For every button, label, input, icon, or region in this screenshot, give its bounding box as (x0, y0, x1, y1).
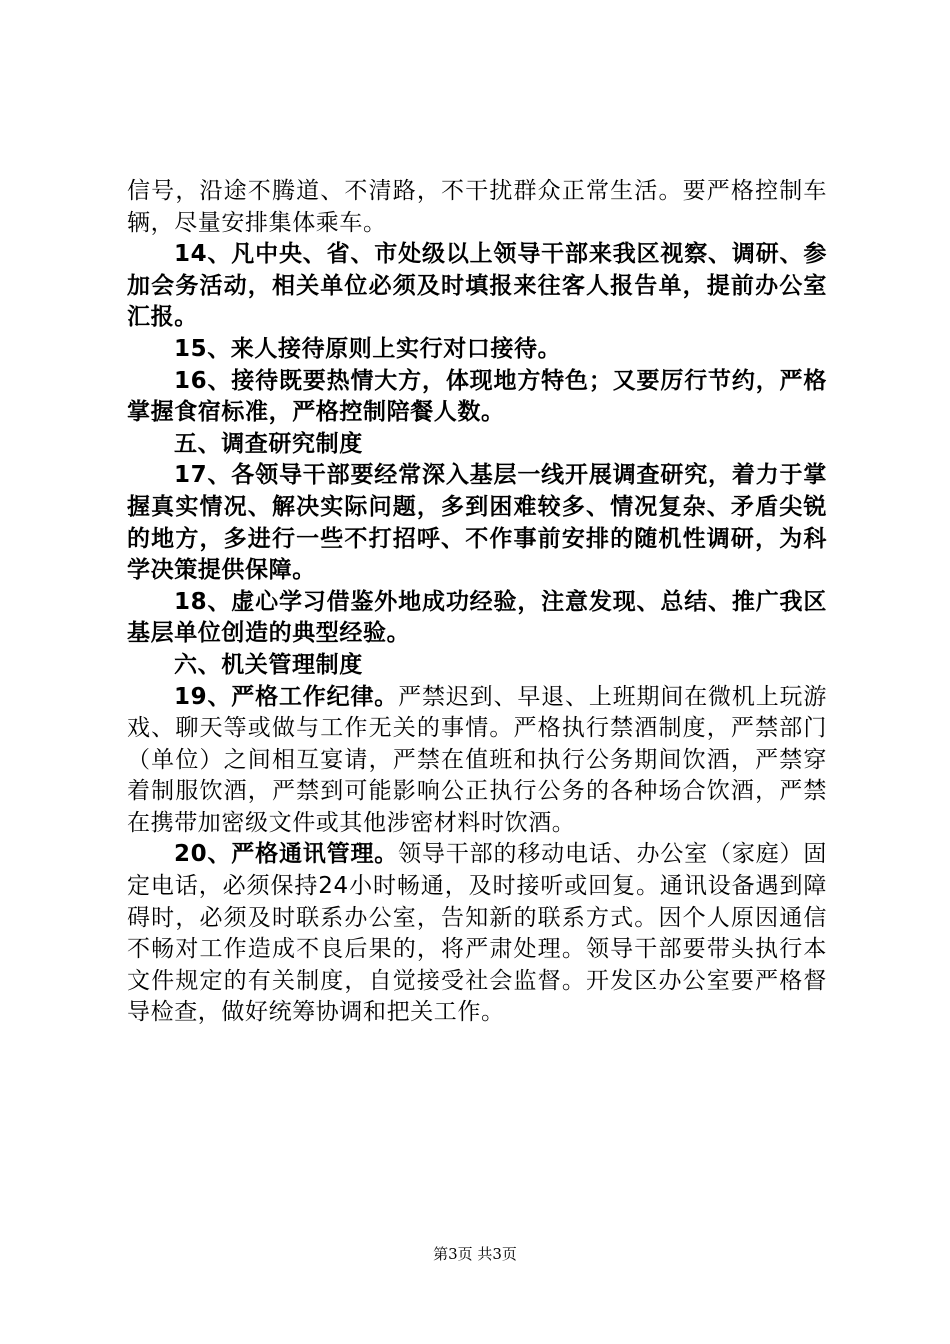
paragraph-item-19-body: 严禁迟到、早退、上班期间在微机上玩游戏、聊天等或做与工作无关的事情。严格执行禁酒制度，严禁部门（单位）之间相互宴请，严禁在值班和执行公务期间饮酒，严禁穿着制服饮酒，严禁到可能影响公正执行公务的各种场合饮酒，严禁在携带加密级文件或其他涉密材料时饮酒。 (127, 683, 827, 836)
paragraph-item-16: 16、接待既要热情大方，体现地方特色；又要厉行节约，严格掌握食宿标准，严格控制陪餐人数。 (127, 367, 827, 426)
paragraph-item-19-lead: 19、严格工作纪律。 (174, 683, 399, 710)
paragraph-item-14: 14、凡中央、省、市处级以上领导干部来我区视察、调研、参加会务活动，相关单位必须及时填报来往客人报告单，提前办公室汇报。 (127, 241, 827, 331)
paragraph-item-20-lead: 20、严格通讯管理。 (174, 841, 399, 868)
document-body (127, 176, 827, 1029)
paragraph-continuation: 信号，沿途不腾道、不清路，不干扰群众正常生活。要严格控制车辆，尽量安排集体乘车。 (127, 178, 827, 236)
paragraph-item-20 (127, 839, 827, 1029)
section-heading-5: 五、调查研究制度 (174, 430, 363, 457)
paragraph-item-15: 15、来人接待原则上实行对口接待。 (174, 335, 562, 362)
paragraph-item-20-body: 领导干部的移动电话、办公室（家庭）固定电话，必须保持24小时畅通，及时接听或回复。通讯设备遇到障碍时，必须及时联系办公室，告知新的联系方式。因个人原因通信不畅对工作造成不良后果的，将严肃处理。领导干部要带头执行本文件规定的有关制度，自觉接受社会监督。开发区办公室要严格督导检查，做好统筹协调和把关工作。 (127, 841, 827, 1026)
paragraph-item-17: 17、各领导干部要经常深入基层一线开展调查研究，着力于掌握真实情况、解决实际问题，多到困难较多、情况复杂、矛盾尖锐的地方，多进行一些不打招呼、不作事前安排的随机性调研，为科学决策提供保障。 (127, 462, 827, 584)
paragraph-item-18: 18、虚心学习借鉴外地成功经验，注意发现、总结、推广我区基层单位创造的典型经验。 (127, 588, 827, 647)
page-footer: 第3页 共3页 (433, 1245, 517, 1263)
section-heading-6: 六、机关管理制度 (174, 651, 363, 678)
paragraph-item-19 (127, 682, 827, 840)
